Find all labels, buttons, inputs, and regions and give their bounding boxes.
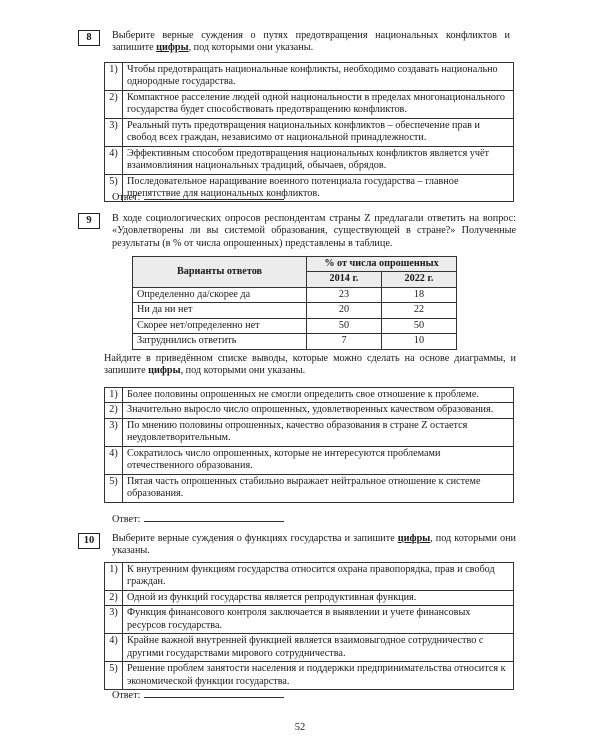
question-9-prompt: В ходе социологических опросов респондентам страны Z предлагали ответить на вопрос: «Удовлетворены ли вы системой образования, существующей в стране?» Полученные результаты (в % от числа опрошенных) представлены в таблице.	[112, 213, 516, 249]
table-row	[133, 303, 457, 318]
option-row	[105, 590, 514, 605]
option-number: 4)	[105, 446, 123, 474]
table-row	[133, 318, 457, 333]
option-row	[105, 662, 514, 690]
option-text: Крайне важной внутренней функцией является взаимовыгодное сотрудничество с другими государствами мирового сотрудничества.	[123, 634, 514, 662]
option-row	[105, 118, 514, 146]
value-2014: 20	[307, 303, 382, 318]
option-text: Реальный путь предотвращения национальных конфликтов – обеспечение прав и свобод всех граждан, независимо от национальной принадлежности.	[123, 118, 514, 146]
option-number: 2)	[105, 403, 123, 418]
survey-table	[132, 256, 457, 350]
question-8-answer: Ответ:	[112, 190, 284, 204]
value-2022: 18	[382, 287, 457, 302]
question-10-options	[104, 562, 514, 690]
option-row	[105, 474, 514, 502]
value-2014: 23	[307, 287, 382, 302]
year-2014-header: 2014 г.	[307, 272, 382, 287]
option-row	[105, 563, 514, 591]
option-row	[105, 403, 514, 418]
option-number: 3)	[105, 118, 123, 146]
option-row	[105, 634, 514, 662]
col-percent-header: % от числа опрошенных	[307, 257, 457, 272]
value-2014: 7	[307, 334, 382, 349]
option-text: Пятая часть опрошенных стабильно выражает нейтральное отношение к системе образования.	[123, 474, 514, 502]
question-number-8: 8	[78, 30, 100, 46]
option-text: Чтобы предотвращать национальные конфликты, необходимо создавать национально однородные государства.	[123, 63, 514, 91]
option-number: 4)	[105, 146, 123, 174]
option-text: Значительно выросло число опрошенных, удовлетворенных качеством образования.	[123, 403, 514, 418]
option-number: 4)	[105, 634, 123, 662]
value-2014: 50	[307, 318, 382, 333]
option-text: К внутренним функциям государства относится охрана правопорядка, прав и свобод граждан.	[123, 563, 514, 591]
page-number: 52	[294, 722, 306, 733]
value-2022: 22	[382, 303, 457, 318]
option-row	[105, 388, 514, 403]
question-9-answer: Ответ:	[112, 512, 284, 526]
table-row	[133, 334, 457, 349]
question-9-options	[104, 387, 514, 503]
option-text: Более половины опрошенных не смогли определить свое отношение к проблеме.	[123, 388, 514, 403]
option-row	[105, 606, 514, 634]
option-number: 3)	[105, 606, 123, 634]
row-label: Скорее нет/определенно нет	[133, 318, 307, 333]
col-variants-header: Варианты ответов	[133, 257, 307, 288]
row-label: Ни да ни нет	[133, 303, 307, 318]
row-label: Затруднились ответить	[133, 334, 307, 349]
option-row	[105, 418, 514, 446]
option-text: Компактное расселение людей одной национальности в пределах многонационального государства будет способствовать предотвращению конфликтов.	[123, 90, 514, 118]
option-number: 3)	[105, 418, 123, 446]
option-row	[105, 63, 514, 91]
option-number: 1)	[105, 388, 123, 403]
row-label: Определенно да/скорее да	[133, 287, 307, 302]
question-10-prompt: Выберите верные суждения о функциях государства и запишите цифры, под которыми они указаны.	[112, 533, 516, 557]
option-text: По мнению половины опрошенных, качество образования в стране Z остается неудовлетворительным.	[123, 418, 514, 446]
option-number: 1)	[105, 563, 123, 591]
option-number: 5)	[105, 174, 123, 202]
option-number: 5)	[105, 662, 123, 690]
option-text: Последовательное наращивание военного потенциала государства – главное препятствие для национальных конфликтов.	[123, 174, 514, 202]
question-9-prompt-2: Найдите в приведённом списке выводы, которые можно сделать на основе диаграммы, и запишите цифры, под которыми они указаны.	[104, 353, 516, 377]
option-number: 2)	[105, 90, 123, 118]
question-8-options	[104, 62, 514, 202]
table-row	[133, 287, 457, 302]
question-number-10: 10	[78, 533, 100, 549]
option-number: 5)	[105, 474, 123, 502]
option-number: 1)	[105, 63, 123, 91]
answer-line[interactable]	[144, 512, 284, 522]
value-2022: 50	[382, 318, 457, 333]
option-text: Эффективным способом предотвращения национальных конфликтов является учёт взаимовлияния национальных традиций, обычаев, обрядов.	[123, 146, 514, 174]
option-text: Решение проблем занятости населения и поддержки предпринимательства относится к экономической функции государства.	[123, 662, 514, 690]
year-2022-header: 2022 г.	[382, 272, 457, 287]
value-2022: 10	[382, 334, 457, 349]
option-row	[105, 446, 514, 474]
question-number-9: 9	[78, 213, 100, 229]
option-text: Функция финансового контроля заключается в выявлении и учете финансовых ресурсов государства.	[123, 606, 514, 634]
option-text: Сократилось число опрошенных, которые не интересуются проблемами отечественного образования.	[123, 446, 514, 474]
answer-line[interactable]	[144, 190, 284, 200]
option-number: 2)	[105, 590, 123, 605]
answer-line[interactable]	[144, 688, 284, 698]
option-text: Одной из функций государства является репродуктивная функция.	[123, 590, 514, 605]
option-row	[105, 90, 514, 118]
option-row	[105, 146, 514, 174]
question-8-prompt: Выберите верные суждения о путях предотвращения национальных конфликтов и запишите цифры, под которыми они указаны.	[112, 30, 510, 54]
question-10-answer: Ответ:	[112, 688, 284, 702]
